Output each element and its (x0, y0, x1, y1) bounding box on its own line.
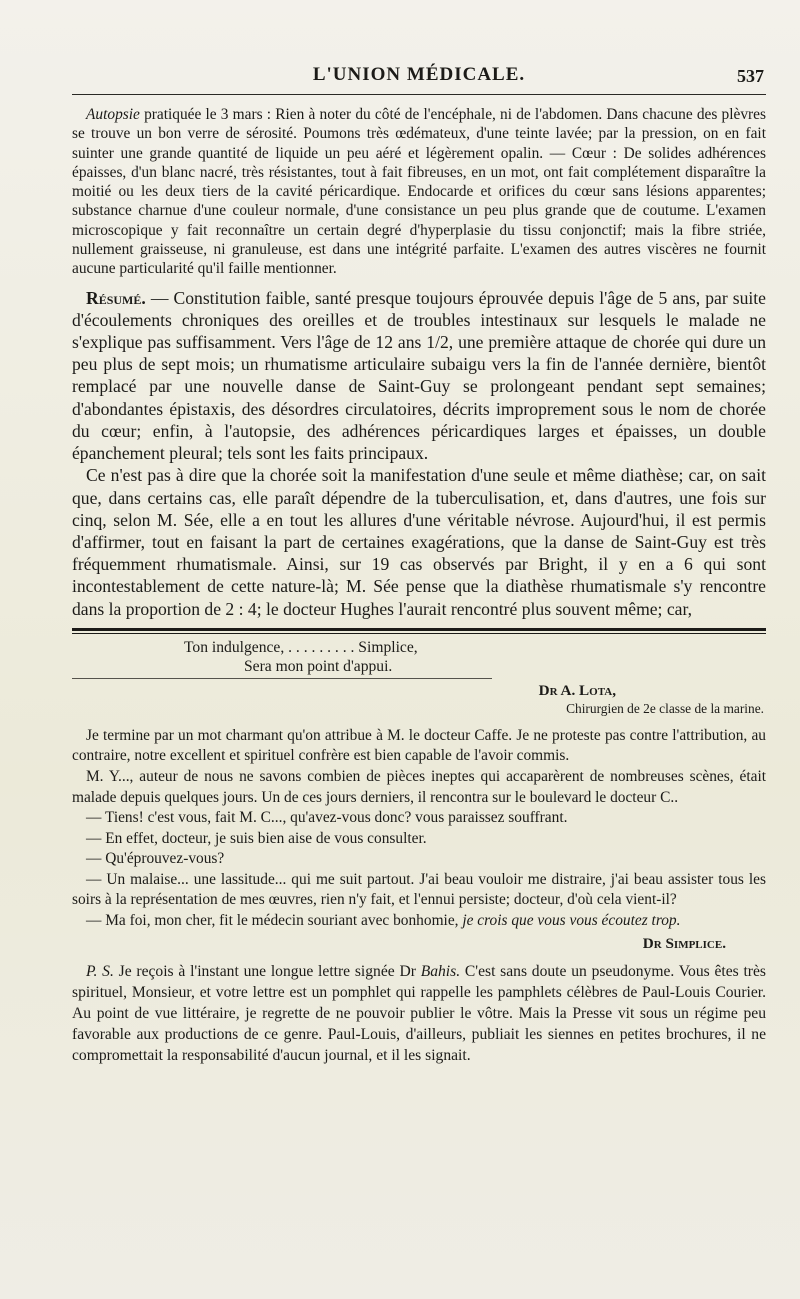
signature-lota: Dr A. Lota, (538, 681, 616, 699)
dialog-punchline (72, 911, 766, 932)
ps-text-1: Je reçois à l'instant une longue lettre signée Dr (113, 962, 421, 980)
chorea-paragraph: Ce n'est pas à dire que la chorée soit la manifestation d'une seule et même diathèse; car, on sait que, dans certains cas, elle paraît dépendre de la tuberculisation, et, dans d'autres, une fois sur cinq, selon M. Sée, elle a en tout les allures d'une véritable névrose. Aujourd'hui, il est permis d'affirmer, tout en faisant la part de certaines exagérations, que la danse de Saint-Guy est très fréquemment rhumatismale. Ainsi, sur 19 cas observés par Bright, il y en a 6 qui sont incontestablement de cette nature-là; M. Sée pense que la diathèse rhumatismale s'y rencontre dans la proportion de 2 : 4; le docteur Hughes l'aurait rencontré plus souvent même; car, (72, 465, 766, 619)
journal-title: L'UNION MÉDICALE. (312, 64, 526, 85)
verse-line-2: Sera mon point d'appui. (244, 657, 393, 675)
dialog-line-3: — Qu'éprouvez-vous? (86, 850, 225, 868)
dialog-line-4: — Un malaise... une lassitude... qui me suit partout. J'ai beau vouloir me distraire, j'ai beau assister tous les soirs à la représentation de mes œuvres, rien n'y fait, et l'ennui persiste; docteur, d'où cela vient-il? (72, 870, 766, 909)
ps-paragraph (72, 961, 766, 1066)
resume-text: — Constitution faible, santé presque toujours éprouvée depuis l'âge de 5 ans, par suite d'écoulements chroniques des oreilles et de troubles intestinaux sur lesquels le malade ne s'explique pas suffisamment. Vers l'âge de 12 ans 1/2, une première attaque de chorée qui dure un peu plus de sept mois; un rhumatisme articulaire subaigu vers la fin de l'année dernière, bientôt remplacé par une nouvelle danse de Saint-Guy se prolongeant pendant sept semaines; d'abondantes épistaxis, des désordres circulatoires, décrits improprement sous le nom de chorée du cœur; enfin, à l'autopsie, des adhérences péricardiques larges et épaisses, un double épanchement pleural; tels sont les faits principaux. (72, 287, 766, 464)
dialog-line-2: — En effet, docteur, je suis bien aise de vous consulter. (86, 829, 427, 847)
verse-rule (72, 678, 492, 679)
autopsie-paragraph (72, 105, 766, 279)
autopsie-text: pratiquée le 3 mars : Rien à noter du côté de l'encéphale, ni de l'abdomen. Dans chacune des plèvres se trouve un bon verre de sérosité. Poumons très œdémateux, d'une teinte lavée; par la pression, on en fait suinter une grande quantité de liquide un peu aéré et légèrement opalin. — Cœur : De solides adhérences épaisses, d'un blanc nacré, très résistantes, tout à fait fibreuses, en un mot, ont fait complétement disparaître la moitié ou les deux tiers de la cavité péricardique. Endocarde et orifices du cœur sans lésions apparentes; substance charnue d'une couleur normale, d'une consistance un peu plus grande que de coutume. L'examen microscopique y fait reconnaître un certain degré d'hyperplasie du tissu conjonctif; mais la fibre striée, nullement graisseuse, ni granuleuse, est dans une intégrité parfaite. L'examen des autres viscères ne fournit aucune particularité qu'il faille mentionner. (72, 106, 766, 278)
ps-text-2: C'est sans doute un pseudonyme. Vous êtes très spirituel, Monsieur, et votre lettre est un pomphlet qui rappelle les pamphlets célèbres de Paul-Louis Courier. Au point de vue littéraire, je regrette de ne pouvoir publier le vôtre. Mais la Presse vit sous un régime peu favorable aux productions de ce genre. Paul-Louis, d'ailleurs, publiait les siennes en petites brochures, il ne compromettait la responsabilité d'aucun journal, et il les signait. (72, 962, 766, 1064)
anecdote (72, 726, 766, 932)
verse-line-1: Ton indulgence, . . . . . . . . . Simplice, (184, 638, 418, 656)
ps-lead: P. S. (86, 962, 114, 980)
anecdote-intro: Je termine par un mot charmant qu'on attribue à M. le docteur Caffe. Je ne proteste pas contre l'attribution, au contraire, notre excellent et spirituel confrère est bien capable de l'avoir commis. (72, 726, 766, 765)
punchline-lead: — Ma foi, mon cher, fit le médecin souriant avec bonhomie, (86, 912, 463, 930)
verse (184, 638, 766, 676)
punchline-italic: je crois que vous vous écoutez trop. (462, 912, 681, 930)
anecdote-story: M. Y..., auteur de nous ne savons combien de pièces ineptes qui accaparèrent de nombreuses scènes, était malade depuis quelques jours. Un de ces jours derniers, il rencontra sur le boulevard le docteur C.. (72, 767, 766, 806)
resume-lead: Résumé. (86, 287, 146, 308)
page-number: 537 (737, 66, 764, 86)
signature-simplice: Dr Simplice. (642, 934, 726, 952)
running-header (72, 62, 766, 95)
autopsie-lead: Autopsie (86, 106, 140, 123)
signature-lota-role: Chirurgien de 2e classe de la marine. (566, 700, 764, 716)
ps-name: Bahis. (420, 962, 461, 980)
resume-paragraph (72, 287, 766, 465)
dialog-line-1: — Tiens! c'est vous, fait M. C..., qu'avez-vous donc? vous paraissez souffrant. (86, 809, 568, 827)
section-rule (72, 628, 766, 634)
